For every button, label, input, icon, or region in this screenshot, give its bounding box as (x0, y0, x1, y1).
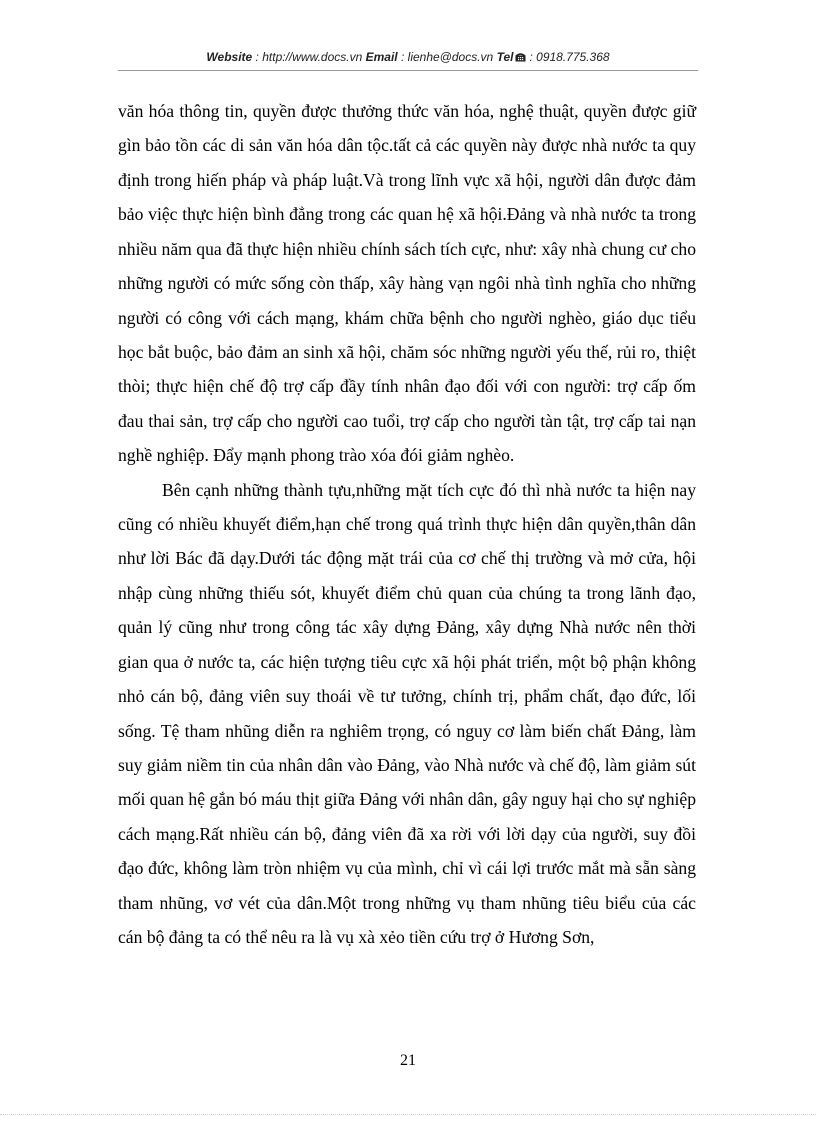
website-separator: : (252, 50, 263, 64)
email-separator: : (397, 50, 408, 64)
footer-divider (0, 1114, 816, 1115)
header-divider (118, 70, 698, 71)
paragraph: Bên cạnh những thành tựu,những mặt tích cực đó thì nhà nước ta hiện nay cũng có nhiều khuyết điểm,hạn chế trong quá trình thực hiện dân quyền,thân dân như lời Bác đã dạy.Dưới tác động mặt trái của cơ chế thị trường và mở cửa, hội nhập cùng những thiếu sót, khuyết điểm chủ quan của chúng ta trong lãnh đạo, quản lý cũng như trong công tác xây dựng Đảng, xây dựng Nhà nước nên thời gian qua ở nước ta, các hiện tượng tiêu cực xã hội phát triển, một bộ phận không nhỏ cán bộ, đảng viên suy thoái về tư tưởng, chính trị, phẩm chất, đạo đức, lối sống. Tệ tham nhũng diễn ra nghiêm trọng, có nguy cơ làm biến chất Đảng, làm suy giảm niềm tin của nhân dân vào Đảng, vào Nhà nước và chế độ, làm giảm sút mối quan hệ gắn bó máu thịt giữa Đảng với nhân dân, gây nguy hại cho sự nghiệp cách mạng.Rất nhiều cán bộ, đảng viên đã xa rời với lời dạy của người, suy đồi đạo đức, không làm tròn nhiệm vụ của mình, chỉ vì cái lợi trước mắt mà sẵn sàng tham nhũng, vơ vét của dân.Một trong những vụ tham nhũng tiêu biểu của các cán bộ đảng ta có thể nêu ra là vụ xà xẻo tiền cứu trợ ở Hương Sơn, (118, 479, 696, 948)
telephone-icon (515, 52, 526, 62)
page-number: 21 (400, 1052, 416, 1069)
page-header (118, 50, 698, 64)
paragraph: văn hóa thông tin, quyền được thưởng thức văn hóa, nghệ thuật, quyền được giữ gìn bảo tồn các di sản văn hóa dân tộc.tất cả các quyền này được nhà nước ta quy định trong hiến pháp và pháp luật.Và trong lĩnh vực xã hội, người dân được đảm bảo việc thực hiện bình đẳng trong các quan hệ xã hội.Đảng và nhà nước ta trong nhiều năm qua đã thực hiện nhiều chính sách tích cực, như: xây nhà chung cư cho những người có mức sống còn thấp, xây hàng vạn ngôi nhà tình nghĩa cho những người có công với cách mạng, khám chữa bệnh cho người nghèo, giáo dục tiểu học bắt buộc, bảo đảm an sinh xã hội, chăm sóc những người yếu thế, rủi ro, thiệt thòi; thực hiện chế độ trợ cấp đầy tính nhân đạo đối với con người: trợ cấp ốm đau thai sản, trợ cấp cho người cao tuổi, trợ cấp cho người tàn tật, trợ cấp tai nạn nghề nghiệp. Đẩy mạnh phong trào xóa đói giảm nghèo. (118, 101, 696, 466)
tel-number: : 0918.775.368 (529, 50, 610, 64)
website-label: Website (206, 50, 253, 64)
tel-label: Tel (496, 50, 514, 64)
email-label: Email (365, 50, 398, 64)
body-text (118, 94, 696, 955)
email-address[interactable]: lienhe@docs.vn (407, 50, 494, 64)
website-url[interactable]: http://www.docs.vn (262, 50, 363, 64)
